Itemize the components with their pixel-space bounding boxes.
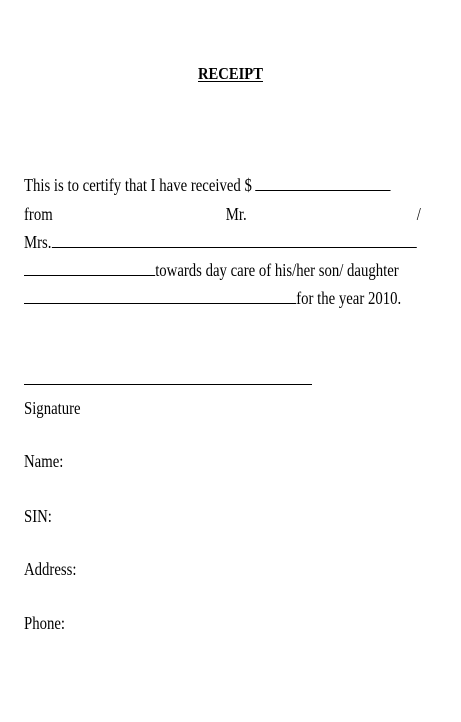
amount-blank[interactable] xyxy=(256,174,391,191)
signature-label: Signature xyxy=(24,398,81,418)
certify-text: This is to certify that I have received $ xyxy=(24,175,252,195)
mrs-line xyxy=(24,231,350,253)
from-label: from xyxy=(24,204,53,224)
daycare-text: towards day care of his/her son/ daughter xyxy=(155,260,399,280)
daycare-line xyxy=(24,259,399,281)
daycare-blank[interactable] xyxy=(24,259,155,276)
year-text: for the year 2010. xyxy=(296,288,402,308)
mr-label: Mr. xyxy=(225,204,247,224)
sin-label: SIN: xyxy=(24,506,52,526)
address-label: Address: xyxy=(24,559,77,579)
certify-line xyxy=(24,174,350,196)
child-name-blank[interactable] xyxy=(24,287,296,304)
phone-label: Phone: xyxy=(24,613,66,633)
name-label: Name: xyxy=(24,451,64,471)
signature-line[interactable] xyxy=(24,384,312,385)
receipt-title: RECEIPT xyxy=(197,64,263,83)
slash-separator: / xyxy=(416,204,421,224)
mrs-label: Mrs. xyxy=(24,232,52,252)
parent-name-blank[interactable] xyxy=(51,231,416,248)
year-line xyxy=(24,287,402,309)
